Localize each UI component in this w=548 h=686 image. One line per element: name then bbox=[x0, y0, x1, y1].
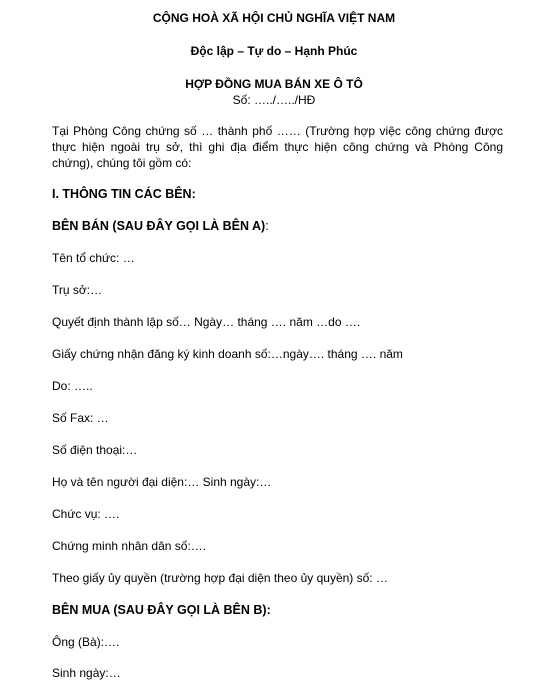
seller-field: Chức vụ: …. bbox=[52, 507, 120, 521]
seller-field: Số Fax: … bbox=[52, 411, 109, 425]
seller-field: Theo giấy ủy quyền (trường hợp đại diện theo ủy quyền) số: … bbox=[52, 571, 388, 585]
buyer-heading: BÊN MUA (SAU ĐÂY GỌI LÀ BÊN B): bbox=[52, 603, 271, 617]
seller-field: Số điện thoại:… bbox=[52, 443, 138, 457]
seller-field: Do: ….. bbox=[52, 379, 93, 393]
seller-field: Giấy chứng nhận đăng ký kinh doanh số:…ngày…. tháng …. năm bbox=[52, 347, 403, 361]
seller-heading-colon: : bbox=[265, 219, 269, 233]
seller-heading bbox=[52, 219, 269, 234]
seller-heading-text: BÊN BÁN (SAU ĐÂY GỌI LÀ BÊN A) bbox=[52, 219, 266, 233]
nation-header: CỘNG HOÀ XÃ HỘI CHỦ NGHĨA VIỆT NAM bbox=[152, 11, 396, 25]
seller-field: Quyết định thành lập số… Ngày… tháng …. năm …do …. bbox=[52, 315, 361, 329]
motto: Độc lập – Tự do – Hạnh Phúc bbox=[190, 44, 358, 58]
intro-paragraph: Tại Phòng Công chứng số … thành phố …… (Trường hợp việc công chứng được thực hiện ngoài trụ sở, thì ghi địa điểm thực hiện công chứng và Phòng Công chứng), chúng tôi gồm có: bbox=[52, 124, 503, 170]
seller-field: Tên tổ chức: … bbox=[52, 251, 135, 265]
document-number: Số: …../…../HĐ bbox=[232, 93, 316, 107]
section-1-heading: I. THÔNG TIN CÁC BÊN: bbox=[52, 187, 196, 201]
seller-field: Trụ sở:… bbox=[52, 283, 103, 297]
buyer-field: Ông (Bà):…. bbox=[52, 635, 120, 649]
seller-field: Chứng minh nhân dân số:…. bbox=[52, 539, 207, 553]
buyer-field: Sinh ngày:… bbox=[52, 666, 121, 680]
document-title: HỢP ĐỒNG MUA BÁN XE Ô TÔ bbox=[185, 77, 363, 91]
seller-field: Họ và tên người đại diện:… Sinh ngày:… bbox=[52, 475, 272, 489]
